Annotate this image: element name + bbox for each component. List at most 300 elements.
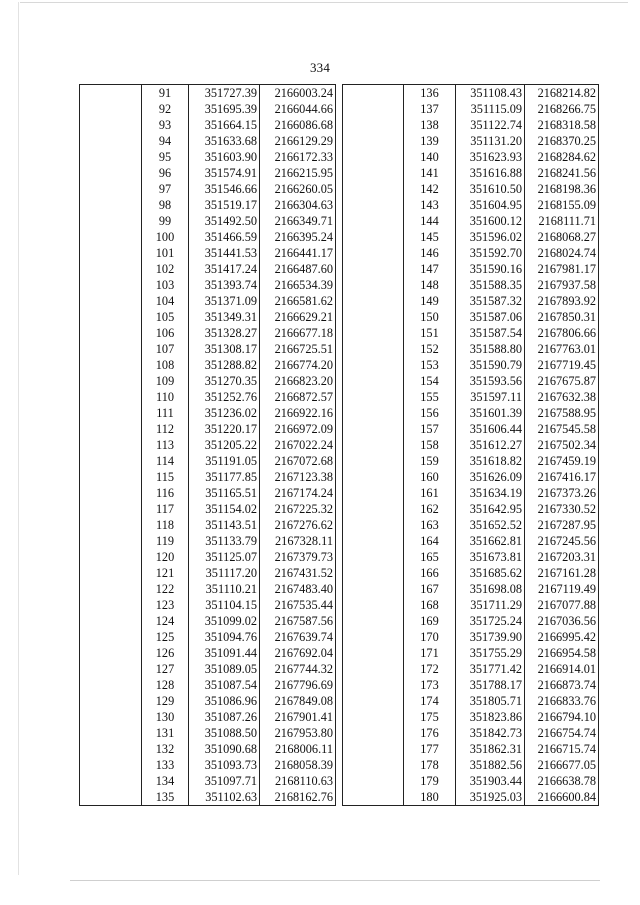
empty-cell: [343, 469, 404, 485]
point-number-cell: 170: [404, 629, 456, 645]
x-coordinate-cell: 351133.79: [189, 533, 260, 549]
point-number-cell: 163: [404, 517, 456, 533]
table-row: [343, 261, 599, 277]
y-coordinate-cell: 2168198.36: [525, 181, 599, 197]
empty-cell: [80, 181, 142, 197]
y-coordinate-cell: 2166600.84: [525, 789, 599, 806]
table-row: [343, 149, 599, 165]
table-row: [80, 437, 336, 453]
point-number-cell: 140: [404, 149, 456, 165]
table-row: [343, 405, 599, 421]
x-coordinate-cell: 351633.68: [189, 133, 260, 149]
point-number-cell: 92: [142, 101, 189, 117]
y-coordinate-cell: 2166794.10: [525, 709, 599, 725]
point-number-cell: 116: [142, 485, 189, 501]
table-row: [80, 629, 336, 645]
point-number-cell: 136: [404, 85, 456, 102]
empty-cell: [343, 213, 404, 229]
x-coordinate-cell: 351610.50: [456, 181, 525, 197]
table-row: [343, 325, 599, 341]
y-coordinate-cell: 2166774.20: [260, 357, 336, 373]
x-coordinate-cell: 351143.51: [189, 517, 260, 533]
y-coordinate-cell: 2168058.39: [260, 757, 336, 773]
empty-cell: [343, 565, 404, 581]
empty-cell: [80, 101, 142, 117]
point-number-cell: 125: [142, 629, 189, 645]
empty-cell: [343, 725, 404, 741]
point-number-cell: 132: [142, 741, 189, 757]
empty-cell: [80, 501, 142, 517]
x-coordinate-cell: 351623.93: [456, 149, 525, 165]
table-row: [80, 597, 336, 613]
y-coordinate-cell: 2168006.11: [260, 741, 336, 757]
point-number-cell: 157: [404, 421, 456, 437]
empty-cell: [343, 453, 404, 469]
x-coordinate-cell: 351088.50: [189, 725, 260, 741]
point-number-cell: 168: [404, 597, 456, 613]
point-number-cell: 151: [404, 325, 456, 341]
y-coordinate-cell: 2167379.73: [260, 549, 336, 565]
x-coordinate-cell: 351371.09: [189, 293, 260, 309]
empty-cell: [343, 197, 404, 213]
point-number-cell: 135: [142, 789, 189, 806]
x-coordinate-cell: 351220.17: [189, 421, 260, 437]
y-coordinate-cell: 2166954.58: [525, 645, 599, 661]
x-coordinate-cell: 351270.35: [189, 373, 260, 389]
table-row: [80, 133, 336, 149]
point-number-cell: 150: [404, 309, 456, 325]
empty-cell: [343, 533, 404, 549]
y-coordinate-cell: 2167744.32: [260, 661, 336, 677]
y-coordinate-cell: 2166995.42: [525, 629, 599, 645]
x-coordinate-cell: 351090.68: [189, 741, 260, 757]
x-coordinate-cell: 351417.24: [189, 261, 260, 277]
point-number-cell: 138: [404, 117, 456, 133]
empty-cell: [343, 597, 404, 613]
point-number-cell: 154: [404, 373, 456, 389]
y-coordinate-cell: 2166823.20: [260, 373, 336, 389]
empty-cell: [343, 165, 404, 181]
table-row: [343, 309, 599, 325]
x-coordinate-cell: 351087.26: [189, 709, 260, 725]
point-number-cell: 121: [142, 565, 189, 581]
page-number: 334: [309, 60, 331, 75]
x-coordinate-cell: 351590.79: [456, 357, 525, 373]
table-row: [343, 741, 599, 757]
point-number-cell: 139: [404, 133, 456, 149]
point-number-cell: 149: [404, 293, 456, 309]
empty-cell: [80, 421, 142, 437]
empty-cell: [80, 757, 142, 773]
empty-cell: [80, 245, 142, 261]
point-number-cell: 171: [404, 645, 456, 661]
x-coordinate-cell: 351466.59: [189, 229, 260, 245]
x-coordinate-cell: 351110.21: [189, 581, 260, 597]
table-row: [343, 117, 599, 133]
y-coordinate-cell: 2167587.56: [260, 613, 336, 629]
x-coordinate-cell: 351604.95: [456, 197, 525, 213]
table-row: [80, 325, 336, 341]
empty-cell: [343, 501, 404, 517]
table-row: [80, 405, 336, 421]
x-coordinate-cell: 351236.02: [189, 405, 260, 421]
point-number-cell: 169: [404, 613, 456, 629]
empty-cell: [343, 85, 404, 102]
point-number-cell: 161: [404, 485, 456, 501]
point-number-cell: 96: [142, 165, 189, 181]
point-number-cell: 179: [404, 773, 456, 789]
table-row: [80, 101, 336, 117]
table-row: [80, 213, 336, 229]
empty-cell: [343, 149, 404, 165]
empty-cell: [80, 469, 142, 485]
point-number-cell: 101: [142, 245, 189, 261]
point-number-cell: 107: [142, 341, 189, 357]
point-number-cell: 159: [404, 453, 456, 469]
point-number-cell: 175: [404, 709, 456, 725]
empty-cell: [343, 245, 404, 261]
x-coordinate-cell: 351592.70: [456, 245, 525, 261]
point-number-cell: 142: [404, 181, 456, 197]
table-row: [80, 85, 336, 102]
point-number-cell: 110: [142, 389, 189, 405]
empty-cell: [80, 709, 142, 725]
point-number-cell: 164: [404, 533, 456, 549]
x-coordinate-cell: 351519.17: [189, 197, 260, 213]
table-row: [343, 389, 599, 405]
table-row: [80, 789, 336, 806]
table-row: [343, 245, 599, 261]
empty-cell: [80, 645, 142, 661]
x-coordinate-cell: 351925.03: [456, 789, 525, 806]
y-coordinate-cell: 2167893.92: [525, 293, 599, 309]
x-coordinate-cell: 351603.90: [189, 149, 260, 165]
y-coordinate-cell: 2166872.57: [260, 389, 336, 405]
scan-edge-bottom: [70, 880, 600, 881]
point-number-cell: 158: [404, 437, 456, 453]
table-row: [80, 565, 336, 581]
empty-cell: [343, 309, 404, 325]
x-coordinate-cell: 351685.62: [456, 565, 525, 581]
coordinate-table-left-body: [80, 85, 336, 806]
empty-cell: [80, 165, 142, 181]
point-number-cell: 178: [404, 757, 456, 773]
y-coordinate-cell: 2168266.75: [525, 101, 599, 117]
table-row: [80, 341, 336, 357]
y-coordinate-cell: 2168214.82: [525, 85, 599, 102]
x-coordinate-cell: 351587.32: [456, 293, 525, 309]
x-coordinate-cell: 351104.15: [189, 597, 260, 613]
table-row: [80, 709, 336, 725]
table-row: [343, 757, 599, 773]
x-coordinate-cell: 351823.86: [456, 709, 525, 725]
point-number-cell: 100: [142, 229, 189, 245]
point-number-cell: 97: [142, 181, 189, 197]
y-coordinate-cell: 2166534.39: [260, 277, 336, 293]
y-coordinate-cell: 2167328.11: [260, 533, 336, 549]
empty-cell: [343, 517, 404, 533]
table-row: [80, 293, 336, 309]
y-coordinate-cell: 2168241.56: [525, 165, 599, 181]
y-coordinate-cell: 2166638.78: [525, 773, 599, 789]
point-number-cell: 111: [142, 405, 189, 421]
empty-cell: [80, 437, 142, 453]
point-number-cell: 99: [142, 213, 189, 229]
empty-cell: [80, 357, 142, 373]
y-coordinate-cell: 2168110.63: [260, 773, 336, 789]
table-row: [343, 485, 599, 501]
x-coordinate-cell: 351673.81: [456, 549, 525, 565]
table-row: [80, 549, 336, 565]
point-number-cell: 95: [142, 149, 189, 165]
y-coordinate-cell: 2168162.76: [260, 789, 336, 806]
x-coordinate-cell: 351308.17: [189, 341, 260, 357]
y-coordinate-cell: 2166349.71: [260, 213, 336, 229]
y-coordinate-cell: 2167806.66: [525, 325, 599, 341]
y-coordinate-cell: 2168318.58: [525, 117, 599, 133]
y-coordinate-cell: 2167483.40: [260, 581, 336, 597]
empty-cell: [80, 725, 142, 741]
x-coordinate-cell: 351097.71: [189, 773, 260, 789]
x-coordinate-cell: 351588.35: [456, 277, 525, 293]
empty-cell: [343, 629, 404, 645]
point-number-cell: 122: [142, 581, 189, 597]
y-coordinate-cell: 2168370.25: [525, 133, 599, 149]
empty-cell: [80, 309, 142, 325]
point-number-cell: 144: [404, 213, 456, 229]
empty-cell: [80, 517, 142, 533]
y-coordinate-cell: 2166581.62: [260, 293, 336, 309]
table-row: [343, 213, 599, 229]
point-number-cell: 152: [404, 341, 456, 357]
empty-cell: [80, 677, 142, 693]
table-row: [343, 677, 599, 693]
y-coordinate-cell: 2166260.05: [260, 181, 336, 197]
empty-cell: [343, 101, 404, 117]
table-row: [80, 165, 336, 181]
x-coordinate-cell: 351102.63: [189, 789, 260, 806]
x-coordinate-cell: 351597.11: [456, 389, 525, 405]
empty-cell: [80, 565, 142, 581]
point-number-cell: 118: [142, 517, 189, 533]
table-row: [343, 85, 599, 102]
y-coordinate-cell: 2167161.28: [525, 565, 599, 581]
x-coordinate-cell: 351108.43: [456, 85, 525, 102]
point-number-cell: 128: [142, 677, 189, 693]
y-coordinate-cell: 2166873.74: [525, 677, 599, 693]
y-coordinate-cell: 2168024.74: [525, 245, 599, 261]
y-coordinate-cell: 2167719.45: [525, 357, 599, 373]
empty-cell: [80, 661, 142, 677]
point-number-cell: 102: [142, 261, 189, 277]
point-number-cell: 172: [404, 661, 456, 677]
x-coordinate-cell: 351862.31: [456, 741, 525, 757]
y-coordinate-cell: 2167981.17: [525, 261, 599, 277]
point-number-cell: 153: [404, 357, 456, 373]
x-coordinate-cell: 351441.53: [189, 245, 260, 261]
y-coordinate-cell: 2166677.05: [525, 757, 599, 773]
empty-cell: [343, 741, 404, 757]
y-coordinate-cell: 2167901.41: [260, 709, 336, 725]
empty-cell: [80, 693, 142, 709]
point-number-cell: 155: [404, 389, 456, 405]
x-coordinate-cell: 351252.76: [189, 389, 260, 405]
x-coordinate-cell: 351094.76: [189, 629, 260, 645]
y-coordinate-cell: 2167077.88: [525, 597, 599, 613]
point-number-cell: 119: [142, 533, 189, 549]
table-row: [80, 373, 336, 389]
x-coordinate-cell: 351711.29: [456, 597, 525, 613]
y-coordinate-cell: 2166922.16: [260, 405, 336, 421]
x-coordinate-cell: 351393.74: [189, 277, 260, 293]
table-row: [343, 661, 599, 677]
x-coordinate-cell: 351593.56: [456, 373, 525, 389]
x-coordinate-cell: 351695.39: [189, 101, 260, 117]
x-coordinate-cell: 351587.06: [456, 309, 525, 325]
x-coordinate-cell: 351117.20: [189, 565, 260, 581]
y-coordinate-cell: 2166487.60: [260, 261, 336, 277]
table-row: [343, 581, 599, 597]
x-coordinate-cell: 351882.56: [456, 757, 525, 773]
x-coordinate-cell: 351664.15: [189, 117, 260, 133]
x-coordinate-cell: 351642.95: [456, 501, 525, 517]
empty-cell: [343, 645, 404, 661]
y-coordinate-cell: 2168284.62: [525, 149, 599, 165]
point-number-cell: 177: [404, 741, 456, 757]
x-coordinate-cell: 351349.31: [189, 309, 260, 325]
table-row: [80, 501, 336, 517]
y-coordinate-cell: 2167545.58: [525, 421, 599, 437]
point-number-cell: 91: [142, 85, 189, 102]
point-number-cell: 143: [404, 197, 456, 213]
y-coordinate-cell: 2168155.09: [525, 197, 599, 213]
y-coordinate-cell: 2167119.49: [525, 581, 599, 597]
table-row: [80, 725, 336, 741]
x-coordinate-cell: 351755.29: [456, 645, 525, 661]
y-coordinate-cell: 2166725.51: [260, 341, 336, 357]
x-coordinate-cell: 351596.02: [456, 229, 525, 245]
empty-cell: [343, 437, 404, 453]
table-row: [80, 581, 336, 597]
table-row: [343, 773, 599, 789]
point-number-cell: 146: [404, 245, 456, 261]
x-coordinate-cell: 351328.27: [189, 325, 260, 341]
y-coordinate-cell: 2167849.08: [260, 693, 336, 709]
x-coordinate-cell: 351626.09: [456, 469, 525, 485]
table-row: [343, 229, 599, 245]
empty-cell: [343, 677, 404, 693]
table-row: [343, 357, 599, 373]
empty-cell: [343, 661, 404, 677]
y-coordinate-cell: 2167953.80: [260, 725, 336, 741]
x-coordinate-cell: 351177.85: [189, 469, 260, 485]
y-coordinate-cell: 2167763.01: [525, 341, 599, 357]
table-row: [343, 645, 599, 661]
point-number-cell: 112: [142, 421, 189, 437]
y-coordinate-cell: 2166044.66: [260, 101, 336, 117]
point-number-cell: 127: [142, 661, 189, 677]
table-row: [343, 709, 599, 725]
empty-cell: [80, 549, 142, 565]
empty-cell: [80, 293, 142, 309]
empty-cell: [80, 581, 142, 597]
y-coordinate-cell: 2167850.31: [525, 309, 599, 325]
y-coordinate-cell: 2167022.24: [260, 437, 336, 453]
empty-cell: [343, 277, 404, 293]
point-number-cell: 93: [142, 117, 189, 133]
empty-cell: [343, 709, 404, 725]
empty-cell: [343, 181, 404, 197]
table-row: [80, 469, 336, 485]
point-number-cell: 141: [404, 165, 456, 181]
table-row: [343, 501, 599, 517]
point-number-cell: 160: [404, 469, 456, 485]
empty-cell: [343, 133, 404, 149]
table-row: [80, 693, 336, 709]
empty-cell: [343, 357, 404, 373]
y-coordinate-cell: 2167588.95: [525, 405, 599, 421]
point-number-cell: 134: [142, 773, 189, 789]
table-row: [80, 485, 336, 501]
y-coordinate-cell: 2166715.74: [525, 741, 599, 757]
table-row: [80, 677, 336, 693]
table-row: [343, 437, 599, 453]
y-coordinate-cell: 2166086.68: [260, 117, 336, 133]
point-number-cell: 162: [404, 501, 456, 517]
point-number-cell: 94: [142, 133, 189, 149]
point-number-cell: 105: [142, 309, 189, 325]
y-coordinate-cell: 2167245.56: [525, 533, 599, 549]
x-coordinate-cell: 351154.02: [189, 501, 260, 517]
x-coordinate-cell: 351115.09: [456, 101, 525, 117]
y-coordinate-cell: 2167535.44: [260, 597, 336, 613]
point-number-cell: 166: [404, 565, 456, 581]
x-coordinate-cell: 351093.73: [189, 757, 260, 773]
x-coordinate-cell: 351099.02: [189, 613, 260, 629]
y-coordinate-cell: 2166172.33: [260, 149, 336, 165]
x-coordinate-cell: 351574.91: [189, 165, 260, 181]
table-row: [80, 453, 336, 469]
point-number-cell: 115: [142, 469, 189, 485]
y-coordinate-cell: 2168111.71: [525, 213, 599, 229]
table-row: [343, 517, 599, 533]
x-coordinate-cell: 351652.52: [456, 517, 525, 533]
x-coordinate-cell: 351089.05: [189, 661, 260, 677]
point-number-cell: 109: [142, 373, 189, 389]
x-coordinate-cell: 351492.50: [189, 213, 260, 229]
table-row: [80, 309, 336, 325]
y-coordinate-cell: 2167330.52: [525, 501, 599, 517]
empty-cell: [80, 389, 142, 405]
y-coordinate-cell: 2167123.38: [260, 469, 336, 485]
x-coordinate-cell: 351587.54: [456, 325, 525, 341]
empty-cell: [343, 421, 404, 437]
y-coordinate-cell: 2168068.27: [525, 229, 599, 245]
empty-cell: [343, 757, 404, 773]
table-row: [80, 277, 336, 293]
empty-cell: [80, 261, 142, 277]
point-number-cell: 129: [142, 693, 189, 709]
x-coordinate-cell: 351122.74: [456, 117, 525, 133]
x-coordinate-cell: 351590.16: [456, 261, 525, 277]
y-coordinate-cell: 2167459.19: [525, 453, 599, 469]
y-coordinate-cell: 2167416.17: [525, 469, 599, 485]
y-coordinate-cell: 2167632.38: [525, 389, 599, 405]
empty-cell: [343, 341, 404, 357]
y-coordinate-cell: 2166972.09: [260, 421, 336, 437]
y-coordinate-cell: 2166003.24: [260, 85, 336, 102]
point-number-cell: 106: [142, 325, 189, 341]
